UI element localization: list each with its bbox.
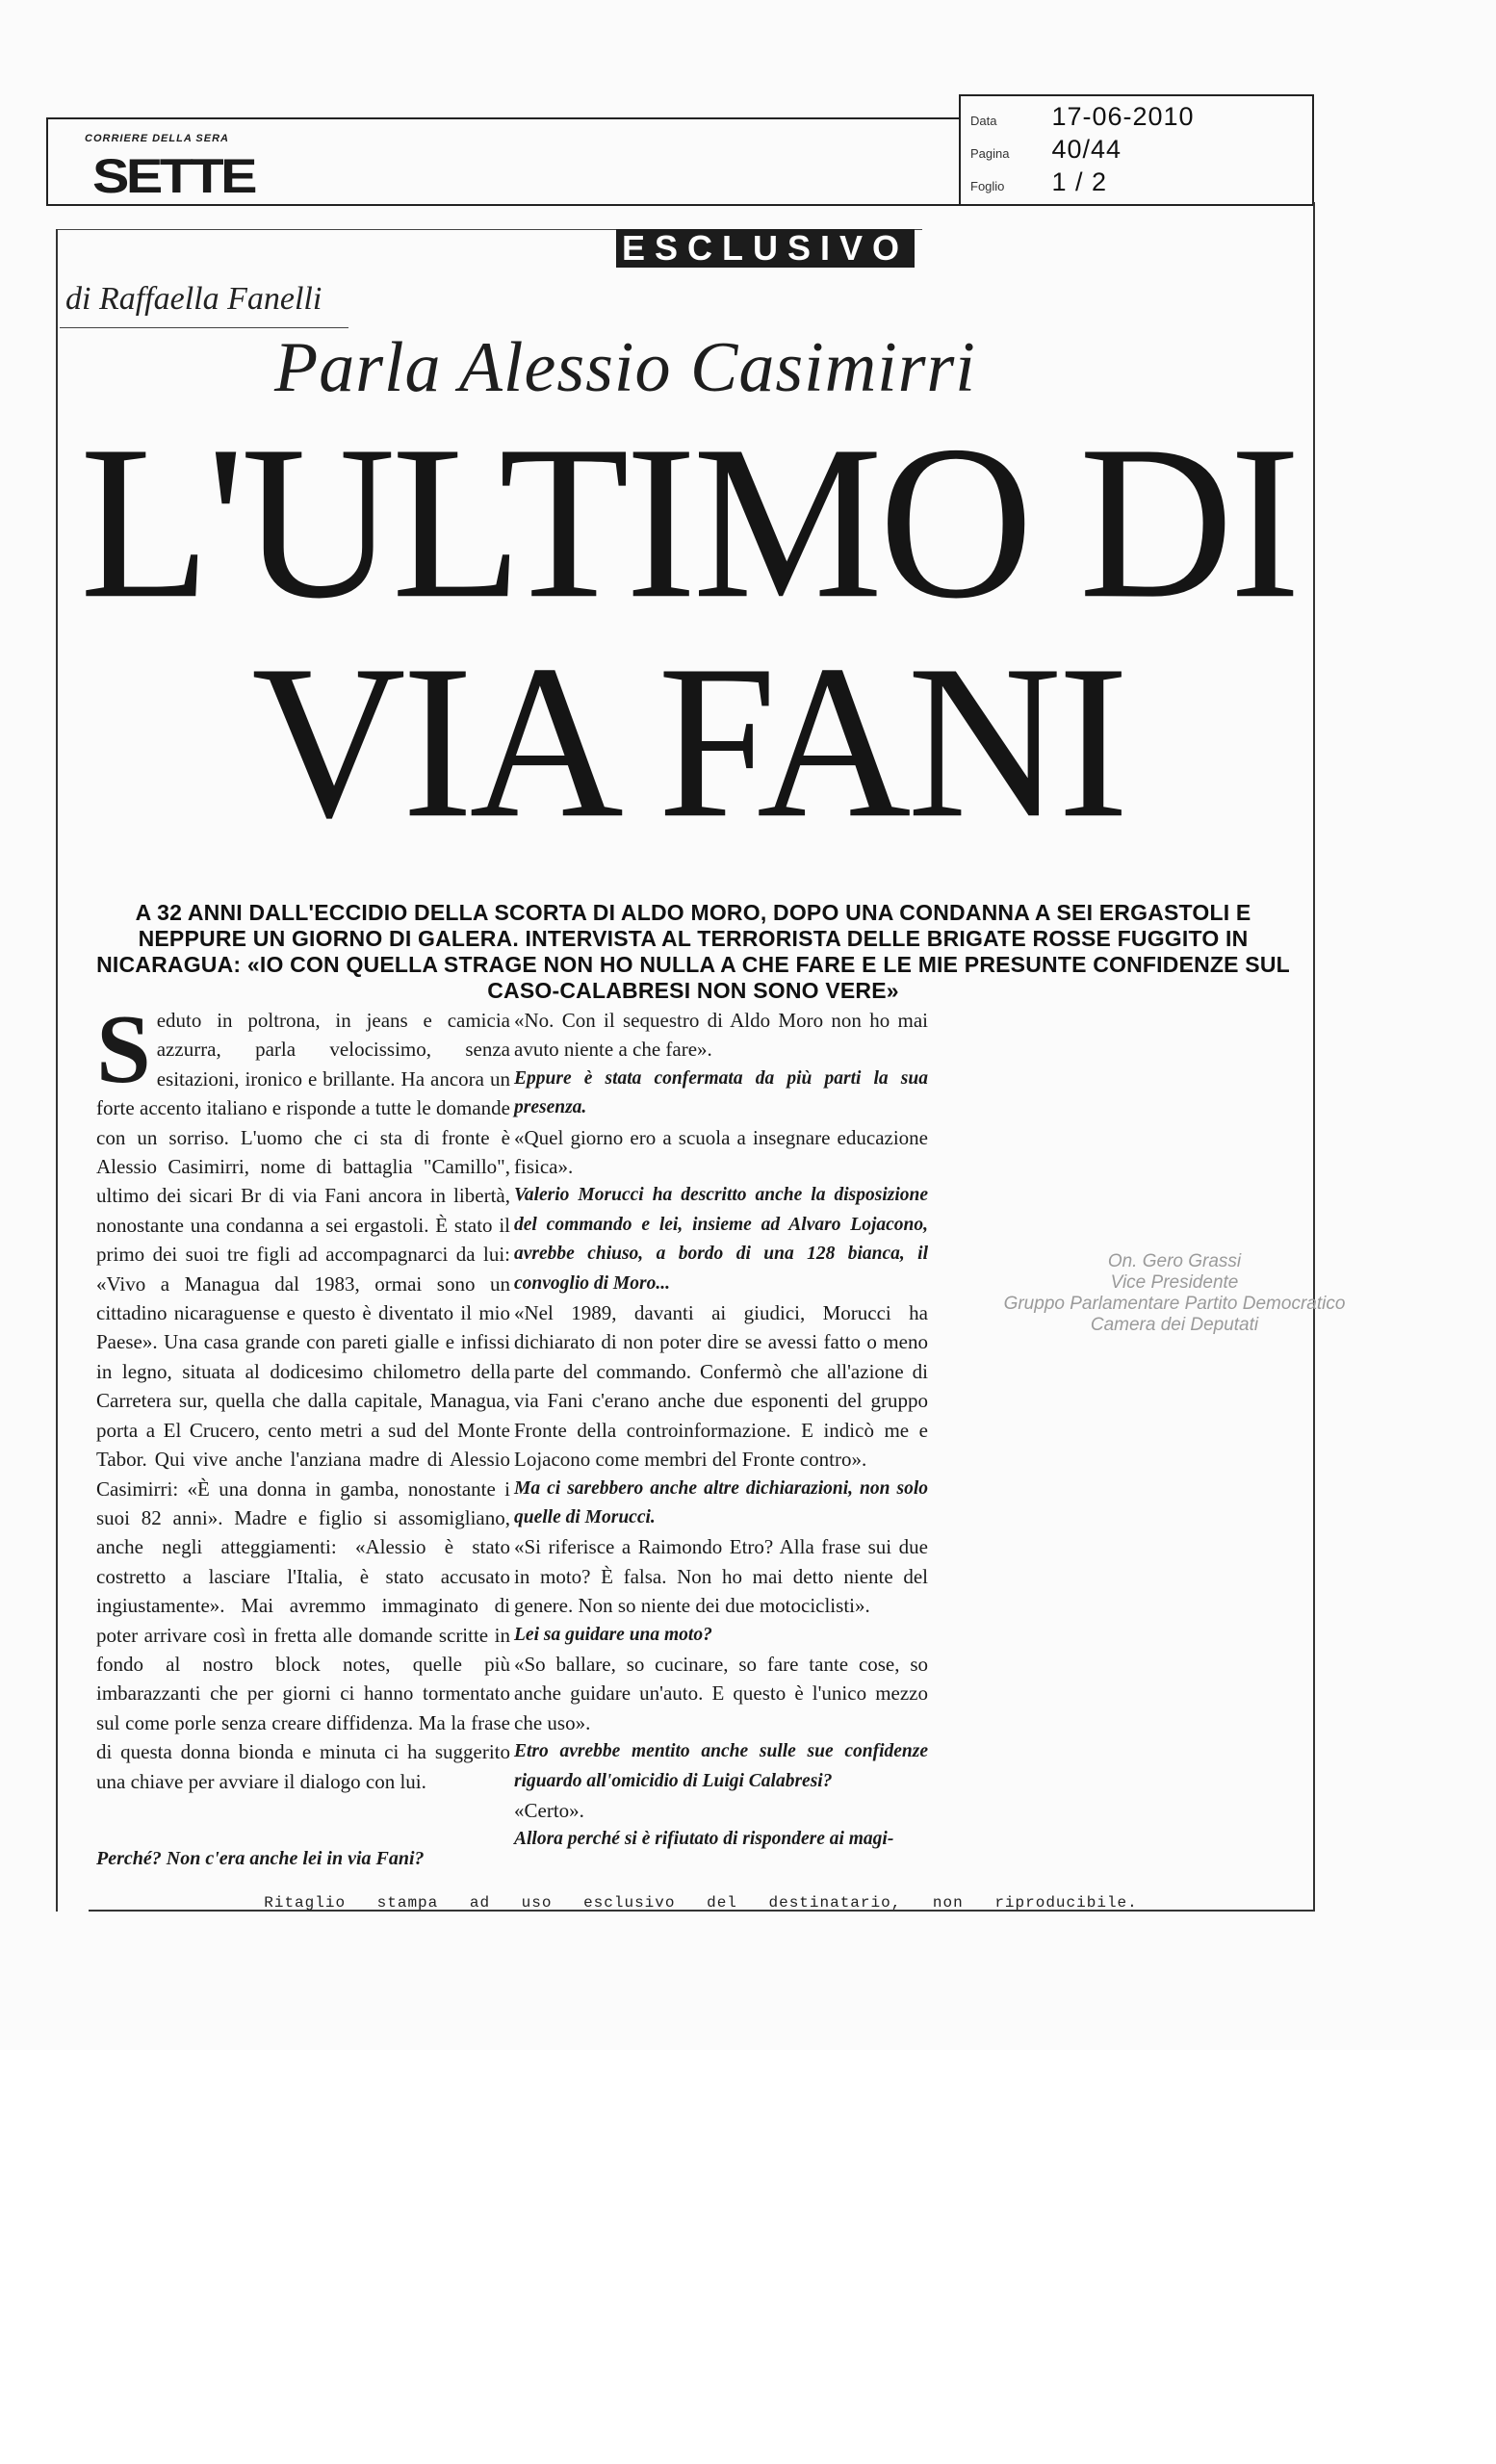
interview-question: Eppure è stata confermata da più parti la sua presenza.: [514, 1067, 928, 1118]
interview-answer: «Si riferisce a Raimondo Etro? Alla frase sui due in moto? È falsa. Non ho mai detto niente del genere. Non so niente dei due motociclisti».: [514, 1535, 928, 1618]
interview-answer: «Certo».: [514, 1798, 584, 1822]
interview-question: Valerio Morucci ha descritto anche la disposizione del commando e lei, insieme ad Alvaro Lojacono, avrebbe chiuso, a bordo di una 128 bianca, il convoglio di Moro...: [514, 1185, 928, 1294]
interview-answer: «Nel 1989, davanti ai giudici, Morucci ha dichiarato di non poter dire se avessi fatto o meno parte del commando. Confermò che all'azione di via Fani c'erano anche due esponenti del gruppo Fronte della controinformazione. E indicò me e Lojacono come membri del Fronte contro».: [514, 1301, 928, 1472]
interview-question: Etro avrebbe mentito anche sulle sue confidenze riguardo all'omicidio di Luigi Calabresi?: [514, 1741, 928, 1791]
stamp-line-1: On. Gero Grassi: [1107, 1251, 1242, 1271]
column-1-text: eduto in poltrona, in jeans e camicia azzurra, parla velocissimo, senza esitazioni, ironico e brillante. Ha ancora un forte accento italiano e risponde a tutte le domande con un sorriso. L'uomo che ci sta di fronte è Alessio Casimirri, nome di battaglia "Camillo", ultimo dei sicari Br di via Fani ancora in libertà, nonostante una condanna a sei ergastoli. È stato il primo dei suoi tre figli ad accompagnarci da lui: «Vivo a Managua dal 1983, ormai sono un cittadino nicaraguense e questo è diventato il mio Paese». Una casa grande con pareti gialle e infissi in legno, situata al dodicesimo chilometro della Carretera sur, quella che dalla capitale, Managua, porta a El Crucero, cento metri a sud del Monte Tabor. Qui vive anche l'anziana madre di Alessio Casimirri: «È una donna in gamba, nonostante i suoi 82 anni». Madre e figlio si assomigliano, anche negli atteggiamenti: «Alessio è stato costretto a lasciare l'Italia, è stato accusato ingiustamente». Mai avremmo immaginato di poter arrivare così in fretta alle domande scritte in fondo al nostro block notes, quelle più imbarazzanti che per giorni ci hanno tormentato sul come porle senza creare diffidenza. Ma la frase di questa donna bionda e minuta ci ha suggerito una chiave per avviare il dialogo con lui.: [96, 1009, 510, 1793]
publication-logo: SETTE: [92, 149, 255, 203]
byline: di Raffaella Fanelli: [65, 281, 322, 317]
interview-question: Lei sa guidare una moto?: [514, 1624, 712, 1645]
date-value: 17-06-2010: [1051, 102, 1195, 131]
article-column-1: [96, 995, 510, 1796]
interview-answer: «No. Con il sequestro di Aldo Moro non ho mai avuto niente a che fare».: [514, 1009, 928, 1062]
office-stamp: [972, 1251, 1377, 1336]
headline-line-1: L'ULTIMO DI: [79, 400, 1298, 645]
sheet-value: 1 / 2: [1051, 167, 1107, 196]
article-column-2: [514, 1006, 928, 1855]
date-label: Data: [970, 114, 997, 128]
footer-note: Ritaglio stampa ad uso esclusivo del destinatario, non riproducibile.: [264, 1894, 1138, 1912]
interview-question: Allora perché si è rifiutato di rispondere ai magi-: [514, 1829, 894, 1850]
page-label: Pagina: [970, 146, 1010, 161]
column-1-question: Perché? Non c'era anche lei in via Fani?: [96, 1848, 425, 1869]
drop-cap: S: [96, 995, 151, 1104]
section-badge: ESCLUSIVO: [616, 229, 915, 268]
subhead: A 32 ANNI DALL'ECCIDIO DELLA SCORTA DI ALDO MORO, DOPO UNA CONDANNA A SEI ERGASTOLI E NEPPURE UN GIORNO DI GALERA. INTERVISTA AL TERRORISTA DELLE BRIGATE ROSSE FUGGITO IN NICARAGUA: «IO CON QUELLA STRAGE NON HO NULLA A CHE FARE E LE MIE PRESUNTE CONFIDENZE SUL CASO-CALABRESI NON SONO VERE»: [96, 900, 1290, 1003]
stamp-line-2: Vice Presidente: [1110, 1272, 1239, 1293]
kicker: Parla Alessio Casimirri: [274, 328, 976, 407]
stamp-line-3: Gruppo Parlamentare Partito Democratico: [1003, 1294, 1346, 1314]
interview-answer: «So ballare, so cucinare, so fare tante cose, so anche guidare un'auto. E questo è l'unico mezzo che uso».: [514, 1652, 928, 1734]
publication-top: CORRIERE DELLA SERA: [85, 133, 229, 144]
interview-answer: «Quel giorno ero a scuola a insegnare educazione fisica».: [514, 1125, 928, 1179]
headline-line-2: VIA FANI: [251, 620, 1125, 864]
stamp-line-4: Camera dei Deputati: [1090, 1315, 1259, 1335]
interview-question: Ma ci sarebbero anche altre dichiarazioni, non solo quelle di Morucci.: [514, 1477, 928, 1527]
masthead: [46, 117, 963, 206]
page-value: 40/44: [1051, 135, 1122, 164]
clipping-meta: [959, 94, 1314, 206]
sheet-label: Foglio: [970, 179, 1005, 193]
